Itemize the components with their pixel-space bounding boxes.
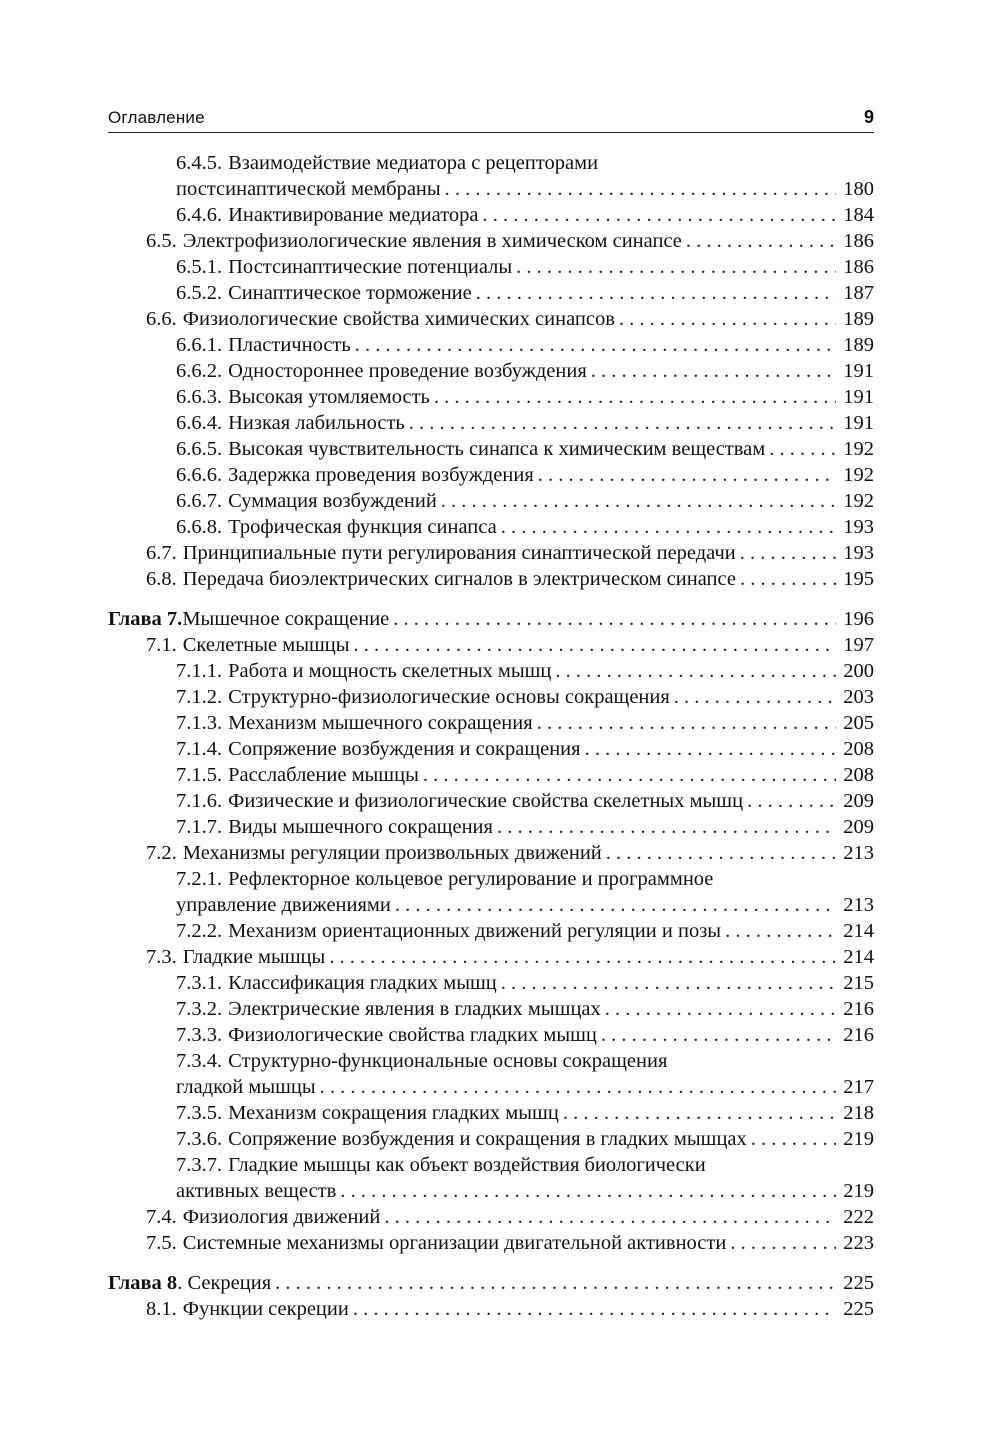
dot-leader bbox=[476, 280, 836, 306]
dot-leader bbox=[355, 332, 836, 358]
dot-leader bbox=[538, 462, 836, 488]
dot-leader bbox=[606, 840, 836, 866]
toc-entry-number: 7.3.1. bbox=[176, 972, 223, 994]
toc-entry-title: Структурно-функциональные основы сокращения bbox=[228, 1050, 668, 1072]
toc-entry bbox=[108, 384, 874, 410]
toc-entry bbox=[108, 566, 874, 592]
toc-entry-title: Механизм мышечного сокращения bbox=[228, 712, 533, 734]
toc-entry-page: 205 bbox=[843, 712, 874, 734]
toc-entry-number: 7.3.4. bbox=[176, 1050, 223, 1072]
dot-leader bbox=[275, 1270, 836, 1296]
toc-entry bbox=[108, 710, 874, 736]
toc-entry bbox=[108, 1022, 874, 1048]
toc-entry-page: 223 bbox=[843, 1232, 874, 1254]
toc-entry bbox=[108, 540, 874, 566]
toc-entry-title: Синаптическое торможение bbox=[228, 282, 472, 304]
toc-entry-page: 213 bbox=[843, 894, 874, 916]
toc-entry-number: Глава 7. bbox=[108, 608, 183, 630]
toc-entry-number: 7.1.6. bbox=[176, 790, 223, 812]
toc-entry-title: . Секреция bbox=[177, 1272, 272, 1294]
toc-entry-page: 184 bbox=[843, 204, 874, 226]
toc-entry-number: 7.2.1. bbox=[176, 868, 223, 890]
toc-entry-number: 7.3.5. bbox=[176, 1102, 223, 1124]
toc-entry-title: Принципиальные пути регулирования синаптической передачи bbox=[182, 542, 736, 564]
toc-entry-number: Глава 8 bbox=[108, 1272, 178, 1294]
toc-entry-page: 219 bbox=[843, 1180, 874, 1202]
toc-entry-title: Механизмы регуляции произвольных движений bbox=[182, 842, 602, 864]
toc-entry-title: активных веществ bbox=[176, 1180, 337, 1202]
dot-leader bbox=[751, 1126, 836, 1152]
toc-entry-page: 203 bbox=[843, 686, 874, 708]
toc-entry-title: Функции секреции bbox=[182, 1298, 349, 1320]
toc-entry bbox=[108, 918, 874, 944]
toc-entry-title: Задержка проведения возбуждения bbox=[228, 464, 534, 486]
toc-entry-page: 180 bbox=[843, 178, 874, 200]
toc-entry-title: Мышечное сокращение bbox=[182, 608, 390, 630]
toc-entry-page: 215 bbox=[843, 972, 874, 994]
toc-entry-page: 191 bbox=[843, 412, 874, 434]
toc-entry-page: 200 bbox=[843, 660, 874, 682]
dot-leader bbox=[340, 1178, 836, 1204]
dot-leader bbox=[769, 436, 836, 462]
dot-leader bbox=[320, 1074, 836, 1100]
toc-chapter-entry bbox=[108, 1270, 874, 1296]
toc-entry-title: Электрофизиологические явления в химическом синапсе bbox=[182, 230, 682, 252]
dot-leader bbox=[686, 228, 836, 254]
toc-entry bbox=[108, 736, 874, 762]
toc-entry-number: 7.1.2. bbox=[176, 686, 223, 708]
toc-entry bbox=[108, 762, 874, 788]
dot-leader bbox=[563, 1100, 836, 1126]
toc-entry-page: 192 bbox=[843, 464, 874, 486]
toc-entry-number: 7.1.7. bbox=[176, 816, 223, 838]
dot-leader bbox=[605, 996, 836, 1022]
dot-leader bbox=[740, 540, 836, 566]
toc-entry-title: Сопряжение возбуждения и сокращения в гладких мышцах bbox=[228, 1128, 747, 1150]
toc-entry-title: Инактивирование медиатора bbox=[228, 204, 479, 226]
toc-entry-title: постсинаптической мембраны bbox=[176, 178, 441, 200]
toc-entry-number: 6.6.8. bbox=[176, 516, 223, 538]
toc-entry bbox=[108, 684, 874, 710]
toc-entry bbox=[108, 1100, 874, 1126]
toc-entry-page: 189 bbox=[843, 334, 874, 356]
toc-entry-number: 6.6.1. bbox=[176, 334, 223, 356]
toc-entry-number: 6.4.6. bbox=[176, 204, 223, 226]
toc-entry-page: 197 bbox=[843, 634, 874, 656]
toc-entry-title: гладкой мышцы bbox=[176, 1076, 316, 1098]
toc-entry-number: 6.5.1. bbox=[176, 256, 223, 278]
dot-leader bbox=[501, 970, 836, 996]
toc-entry-number: 7.3.3. bbox=[176, 1024, 223, 1046]
toc-entry-page: 209 bbox=[843, 816, 874, 838]
toc-entry-title: Физиологические свойства химических синапсов bbox=[182, 308, 615, 330]
dot-leader bbox=[483, 202, 837, 228]
toc-entry bbox=[108, 1152, 874, 1178]
toc-entry bbox=[108, 410, 874, 436]
toc-entry-page: 216 bbox=[843, 998, 874, 1020]
toc-entry-title: Гладкие мышцы как объект воздействия биологически bbox=[228, 1154, 706, 1176]
dot-leader bbox=[601, 1022, 836, 1048]
toc-entry bbox=[108, 632, 874, 658]
toc-entry-page: 208 bbox=[843, 738, 874, 760]
dot-leader bbox=[441, 488, 836, 514]
toc-entry-title: Низкая лабильность bbox=[228, 412, 405, 434]
dot-leader bbox=[409, 410, 836, 436]
dot-leader bbox=[591, 358, 836, 384]
toc-entry-number: 7.1.4. bbox=[176, 738, 223, 760]
dot-leader bbox=[516, 254, 836, 280]
dot-leader bbox=[555, 658, 836, 684]
toc-entry bbox=[108, 658, 874, 684]
toc-entry-title: Сопряжение возбуждения и сокращения bbox=[228, 738, 581, 760]
toc-entry bbox=[108, 892, 874, 918]
toc-entry bbox=[108, 996, 874, 1022]
toc-entry-title: Гладкие мышцы bbox=[182, 946, 326, 968]
toc-entry-number: 7.3. bbox=[146, 946, 177, 968]
toc-entry bbox=[108, 1048, 874, 1074]
toc-entry-number: 7.5. bbox=[146, 1232, 177, 1254]
toc-entry-page: 213 bbox=[843, 842, 874, 864]
toc-entry bbox=[108, 944, 874, 970]
dot-leader bbox=[674, 684, 836, 710]
toc-entry-title: Трофическая функция синапса bbox=[228, 516, 497, 538]
toc-entry-title: Механизм сокращения гладких мышц bbox=[228, 1102, 559, 1124]
toc-entry bbox=[108, 1178, 874, 1204]
toc-entry-title: Физиология движений bbox=[182, 1206, 381, 1228]
toc-entry-page: 186 bbox=[843, 256, 874, 278]
toc-entry-title: Передача биоэлектрических сигналов в электрическом синапсе bbox=[182, 568, 736, 590]
toc-entry-title: Физиологические свойства гладких мышц bbox=[228, 1024, 597, 1046]
toc-entry-page: 208 bbox=[843, 764, 874, 786]
dot-leader bbox=[740, 566, 836, 592]
toc-entry-number: 6.6. bbox=[146, 308, 177, 330]
dot-leader bbox=[501, 514, 836, 540]
toc-entry-number: 7.1.1. bbox=[176, 660, 223, 682]
table-of-contents bbox=[108, 150, 874, 1322]
toc-entry-page: 193 bbox=[843, 516, 874, 538]
toc-entry-number: 6.6.4. bbox=[176, 412, 223, 434]
running-head bbox=[108, 108, 874, 133]
toc-entry bbox=[108, 514, 874, 540]
toc-entry-title: Механизм ориентационных движений регуляции и позы bbox=[228, 920, 722, 942]
toc-entry-title: Физические и физиологические свойства скелетных мышц bbox=[228, 790, 744, 812]
toc-entry-number: 6.8. bbox=[146, 568, 177, 590]
toc-entry-page: 196 bbox=[843, 608, 874, 630]
toc-entry bbox=[108, 1204, 874, 1230]
toc-entry-page: 189 bbox=[843, 308, 874, 330]
toc-entry-title: Виды мышечного сокращения bbox=[228, 816, 493, 838]
toc-entry-number: 8.1. bbox=[146, 1298, 177, 1320]
toc-entry-number: 6.5.2. bbox=[176, 282, 223, 304]
toc-entry-page: 193 bbox=[843, 542, 874, 564]
toc-entry-page: 191 bbox=[843, 360, 874, 382]
toc-entry-number: 7.1. bbox=[146, 634, 177, 656]
toc-entry bbox=[108, 788, 874, 814]
toc-entry-page: 192 bbox=[843, 438, 874, 460]
page-number: 9 bbox=[863, 107, 874, 127]
toc-entry-title: Взаимодействие медиатора с рецепторами bbox=[228, 152, 599, 174]
toc-entry-title: Классификация гладких мышц bbox=[228, 972, 497, 994]
toc-entry-page: 214 bbox=[843, 920, 874, 942]
toc-entry-page: 195 bbox=[843, 568, 874, 590]
toc-entry bbox=[108, 1126, 874, 1152]
toc-entry-page: 217 bbox=[843, 1076, 874, 1098]
toc-entry-title: Пластичность bbox=[228, 334, 351, 356]
dot-leader bbox=[395, 892, 836, 918]
toc-entry bbox=[108, 254, 874, 280]
toc-entry-page: 225 bbox=[843, 1298, 874, 1320]
dot-leader bbox=[354, 632, 836, 658]
toc-entry bbox=[108, 228, 874, 254]
toc-entry-page: 219 bbox=[843, 1128, 874, 1150]
dot-leader bbox=[585, 736, 836, 762]
toc-entry bbox=[108, 1296, 874, 1322]
toc-entry bbox=[108, 176, 874, 202]
toc-entry bbox=[108, 840, 874, 866]
toc-entry bbox=[108, 280, 874, 306]
dot-leader bbox=[619, 306, 836, 332]
toc-entry-number: 7.2.2. bbox=[176, 920, 223, 942]
toc-entry bbox=[108, 866, 874, 892]
toc-entry-number: 7.1.5. bbox=[176, 764, 223, 786]
toc-entry-title: Одностороннее проведение возбуждения bbox=[228, 360, 587, 382]
toc-entry bbox=[108, 150, 874, 176]
toc-entry-page: 191 bbox=[843, 386, 874, 408]
toc-entry-page: 218 bbox=[843, 1102, 874, 1124]
toc-entry-page: 216 bbox=[843, 1024, 874, 1046]
toc-entry-title: Структурно-физиологические основы сокращения bbox=[228, 686, 670, 708]
toc-entry bbox=[108, 202, 874, 228]
toc-entry bbox=[108, 332, 874, 358]
dot-leader bbox=[747, 788, 836, 814]
toc-entry-title: Электрические явления в гладких мышцах bbox=[228, 998, 601, 1020]
toc-entry-page: 225 bbox=[843, 1272, 874, 1294]
toc-entry bbox=[108, 1074, 874, 1100]
toc-entry bbox=[108, 970, 874, 996]
toc-entry-number: 6.6.7. bbox=[176, 490, 223, 512]
toc-entry-title: Скелетные мышцы bbox=[182, 634, 350, 656]
toc-entry-number: 6.6.5. bbox=[176, 438, 223, 460]
toc-entry-number: 6.4.5. bbox=[176, 152, 223, 174]
toc-entry-title: Суммация возбуждений bbox=[228, 490, 437, 512]
dot-leader bbox=[329, 944, 836, 970]
toc-chapter-entry bbox=[108, 606, 874, 632]
toc-entry-page: 187 bbox=[843, 282, 874, 304]
toc-entry bbox=[108, 1230, 874, 1256]
toc-entry-page: 222 bbox=[843, 1206, 874, 1228]
toc-entry-number: 7.4. bbox=[146, 1206, 177, 1228]
toc-entry-title: Высокая чувствительность синапса к химическим веществам bbox=[228, 438, 766, 460]
toc-entry-title: Расслабление мышцы bbox=[228, 764, 419, 786]
toc-entry bbox=[108, 358, 874, 384]
toc-entry-number: 7.3.6. bbox=[176, 1128, 223, 1150]
toc-entry-number: 7.3.2. bbox=[176, 998, 223, 1020]
toc-entry-number: 7.3.7. bbox=[176, 1154, 223, 1176]
dot-leader bbox=[537, 710, 836, 736]
toc-entry-number: 7.2. bbox=[146, 842, 177, 864]
toc-entry bbox=[108, 462, 874, 488]
dot-leader bbox=[353, 1296, 836, 1322]
toc-entry-page: 209 bbox=[843, 790, 874, 812]
toc-entry-title: Работа и мощность скелетных мышц bbox=[228, 660, 552, 682]
toc-entry-title: Постсинаптические потенциалы bbox=[228, 256, 513, 278]
running-head-title: Оглавление bbox=[108, 108, 205, 127]
toc-entry-title: Системные механизмы организации двигательной активности bbox=[182, 1232, 727, 1254]
toc-entry-page: 186 bbox=[843, 230, 874, 252]
toc-entry bbox=[108, 488, 874, 514]
toc-entry-number: 6.7. bbox=[146, 542, 177, 564]
toc-entry-title: управление движениями bbox=[176, 894, 391, 916]
dot-leader bbox=[497, 814, 836, 840]
dot-leader bbox=[725, 918, 836, 944]
toc-entry-page: 192 bbox=[843, 490, 874, 512]
toc-entry-number: 6.5. bbox=[146, 230, 177, 252]
toc-entry-page: 214 bbox=[843, 946, 874, 968]
toc-entry bbox=[108, 814, 874, 840]
toc-entry-number: 7.1.3. bbox=[176, 712, 223, 734]
toc-entry-number: 6.6.6. bbox=[176, 464, 223, 486]
dot-leader bbox=[434, 384, 836, 410]
toc-entry-title: Высокая утомляемость bbox=[228, 386, 430, 408]
dot-leader bbox=[384, 1204, 836, 1230]
toc-entry-number: 6.6.3. bbox=[176, 386, 223, 408]
toc-entry-title: Рефлекторное кольцевое регулирование и программное bbox=[228, 868, 714, 890]
dot-leader bbox=[730, 1230, 836, 1256]
toc-entry-number: 6.6.2. bbox=[176, 360, 223, 382]
dot-leader bbox=[393, 606, 836, 632]
toc-entry bbox=[108, 306, 874, 332]
dot-leader bbox=[445, 176, 836, 202]
dot-leader bbox=[423, 762, 836, 788]
toc-entry bbox=[108, 436, 874, 462]
